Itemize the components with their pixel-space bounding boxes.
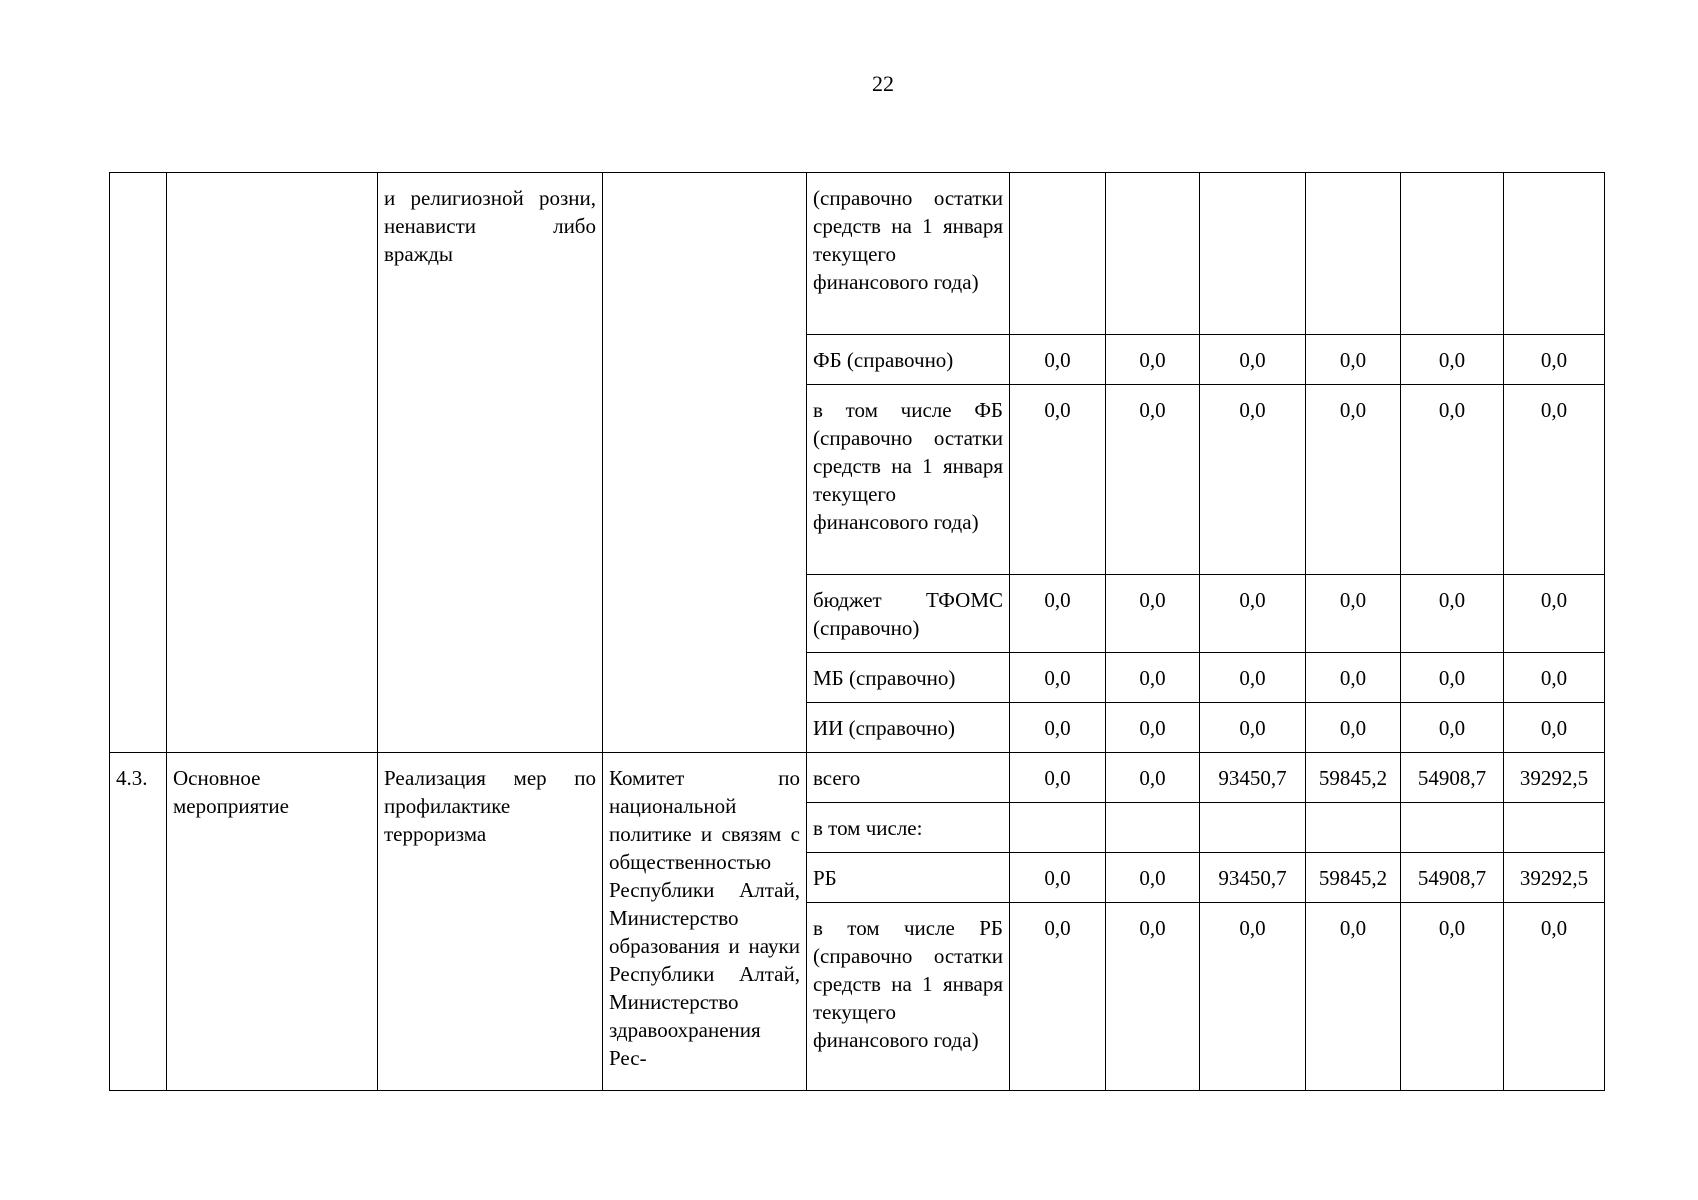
value-cell: 0,0 <box>1200 575 1306 653</box>
type-cell <box>167 173 378 753</box>
value-cell: 0,0 <box>1200 335 1306 385</box>
value-cell <box>1200 803 1306 853</box>
value-cell: 59845,2 <box>1306 853 1401 903</box>
value-cell: 0,0 <box>1200 385 1306 575</box>
funding-source-label: (справочно остатки средств на 1 января текущего финансового года) <box>807 173 1010 335</box>
item-executor: Комитет по национальной политике и связям с общественностью Республики Алтай, Министерство образования и науки Республики Алтай, Министерство здравоохранения Рес- <box>603 753 807 1091</box>
value-cell: 0,0 <box>1401 575 1504 653</box>
value-cell: 0,0 <box>1010 385 1106 575</box>
item-type: Основное мероприятие <box>167 753 378 1091</box>
value-cell: 0,0 <box>1106 703 1200 753</box>
funding-source-label: в том числе ФБ (справочно остатки средств на 1 января текущего финансового года) <box>807 385 1010 575</box>
value-cell: 0,0 <box>1504 703 1605 753</box>
budget-table <box>109 172 1605 1091</box>
value-cell: 0,0 <box>1401 653 1504 703</box>
value-cell: 0,0 <box>1200 653 1306 703</box>
value-cell <box>1401 803 1504 853</box>
value-cell <box>1504 803 1605 853</box>
value-cell: 0,0 <box>1106 653 1200 703</box>
table-row <box>110 173 1605 335</box>
funding-source-label: в том числе: <box>807 803 1010 853</box>
value-cell: 0,0 <box>1106 575 1200 653</box>
value-cell: 0,0 <box>1504 335 1605 385</box>
value-cell: 0,0 <box>1010 903 1106 1091</box>
value-cell: 0,0 <box>1200 903 1306 1091</box>
funding-source-label: МБ (справочно) <box>807 653 1010 703</box>
value-cell: 0,0 <box>1106 335 1200 385</box>
value-cell: 0,0 <box>1010 853 1106 903</box>
funding-source-label: в том числе РБ (справочно остатки средств на 1 января текущего финансового года) <box>807 903 1010 1091</box>
value-cell: 0,0 <box>1106 385 1200 575</box>
value-cell: 0,0 <box>1401 903 1504 1091</box>
funding-source-label: РБ <box>807 853 1010 903</box>
value-cell: 0,0 <box>1306 385 1401 575</box>
value-cell <box>1401 173 1504 335</box>
value-cell: 54908,7 <box>1401 753 1504 803</box>
value-cell: 0,0 <box>1504 653 1605 703</box>
value-cell: 0,0 <box>1306 903 1401 1091</box>
value-cell: 39292,5 <box>1504 753 1605 803</box>
value-cell: 0,0 <box>1401 335 1504 385</box>
value-cell <box>1200 173 1306 335</box>
value-cell: 0,0 <box>1306 703 1401 753</box>
value-cell <box>1106 803 1200 853</box>
value-cell: 59845,2 <box>1306 753 1401 803</box>
value-cell: 0,0 <box>1106 853 1200 903</box>
funding-source-label: ФБ (справочно) <box>807 335 1010 385</box>
value-cell: 0,0 <box>1106 903 1200 1091</box>
page-number: 22 <box>872 71 894 96</box>
value-cell: 93450,7 <box>1200 753 1306 803</box>
value-cell: 0,0 <box>1010 575 1106 653</box>
name-cell: и религиозной розни, ненависти либо вражды <box>378 173 603 753</box>
item-name: Реализация мер по профилактике терроризма <box>378 753 603 1091</box>
value-cell: 0,0 <box>1401 385 1504 575</box>
table-row <box>110 753 1605 803</box>
value-cell <box>1106 173 1200 335</box>
funding-source-label: бюджет ТФОМС (справочно) <box>807 575 1010 653</box>
value-cell: 0,0 <box>1504 575 1605 653</box>
value-cell: 93450,7 <box>1200 853 1306 903</box>
value-cell: 0,0 <box>1504 903 1605 1091</box>
funding-source-label: всего <box>807 753 1010 803</box>
value-cell: 0,0 <box>1401 703 1504 753</box>
item-number: 4.3. <box>110 753 167 1091</box>
value-cell: 0,0 <box>1306 653 1401 703</box>
value-cell <box>1306 173 1401 335</box>
number-cell <box>110 173 167 753</box>
value-cell <box>1306 803 1401 853</box>
value-cell: 0,0 <box>1010 653 1106 703</box>
value-cell: 0,0 <box>1010 753 1106 803</box>
value-cell: 0,0 <box>1010 335 1106 385</box>
value-cell: 39292,5 <box>1504 853 1605 903</box>
value-cell: 0,0 <box>1010 703 1106 753</box>
value-cell: 0,0 <box>1306 335 1401 385</box>
funding-source-label: ИИ (справочно) <box>807 703 1010 753</box>
value-cell <box>1010 173 1106 335</box>
value-cell: 0,0 <box>1504 385 1605 575</box>
value-cell <box>1504 173 1605 335</box>
executor-cell <box>603 173 807 753</box>
value-cell: 0,0 <box>1106 753 1200 803</box>
value-cell: 0,0 <box>1200 703 1306 753</box>
value-cell <box>1010 803 1106 853</box>
value-cell: 0,0 <box>1306 575 1401 653</box>
value-cell: 54908,7 <box>1401 853 1504 903</box>
